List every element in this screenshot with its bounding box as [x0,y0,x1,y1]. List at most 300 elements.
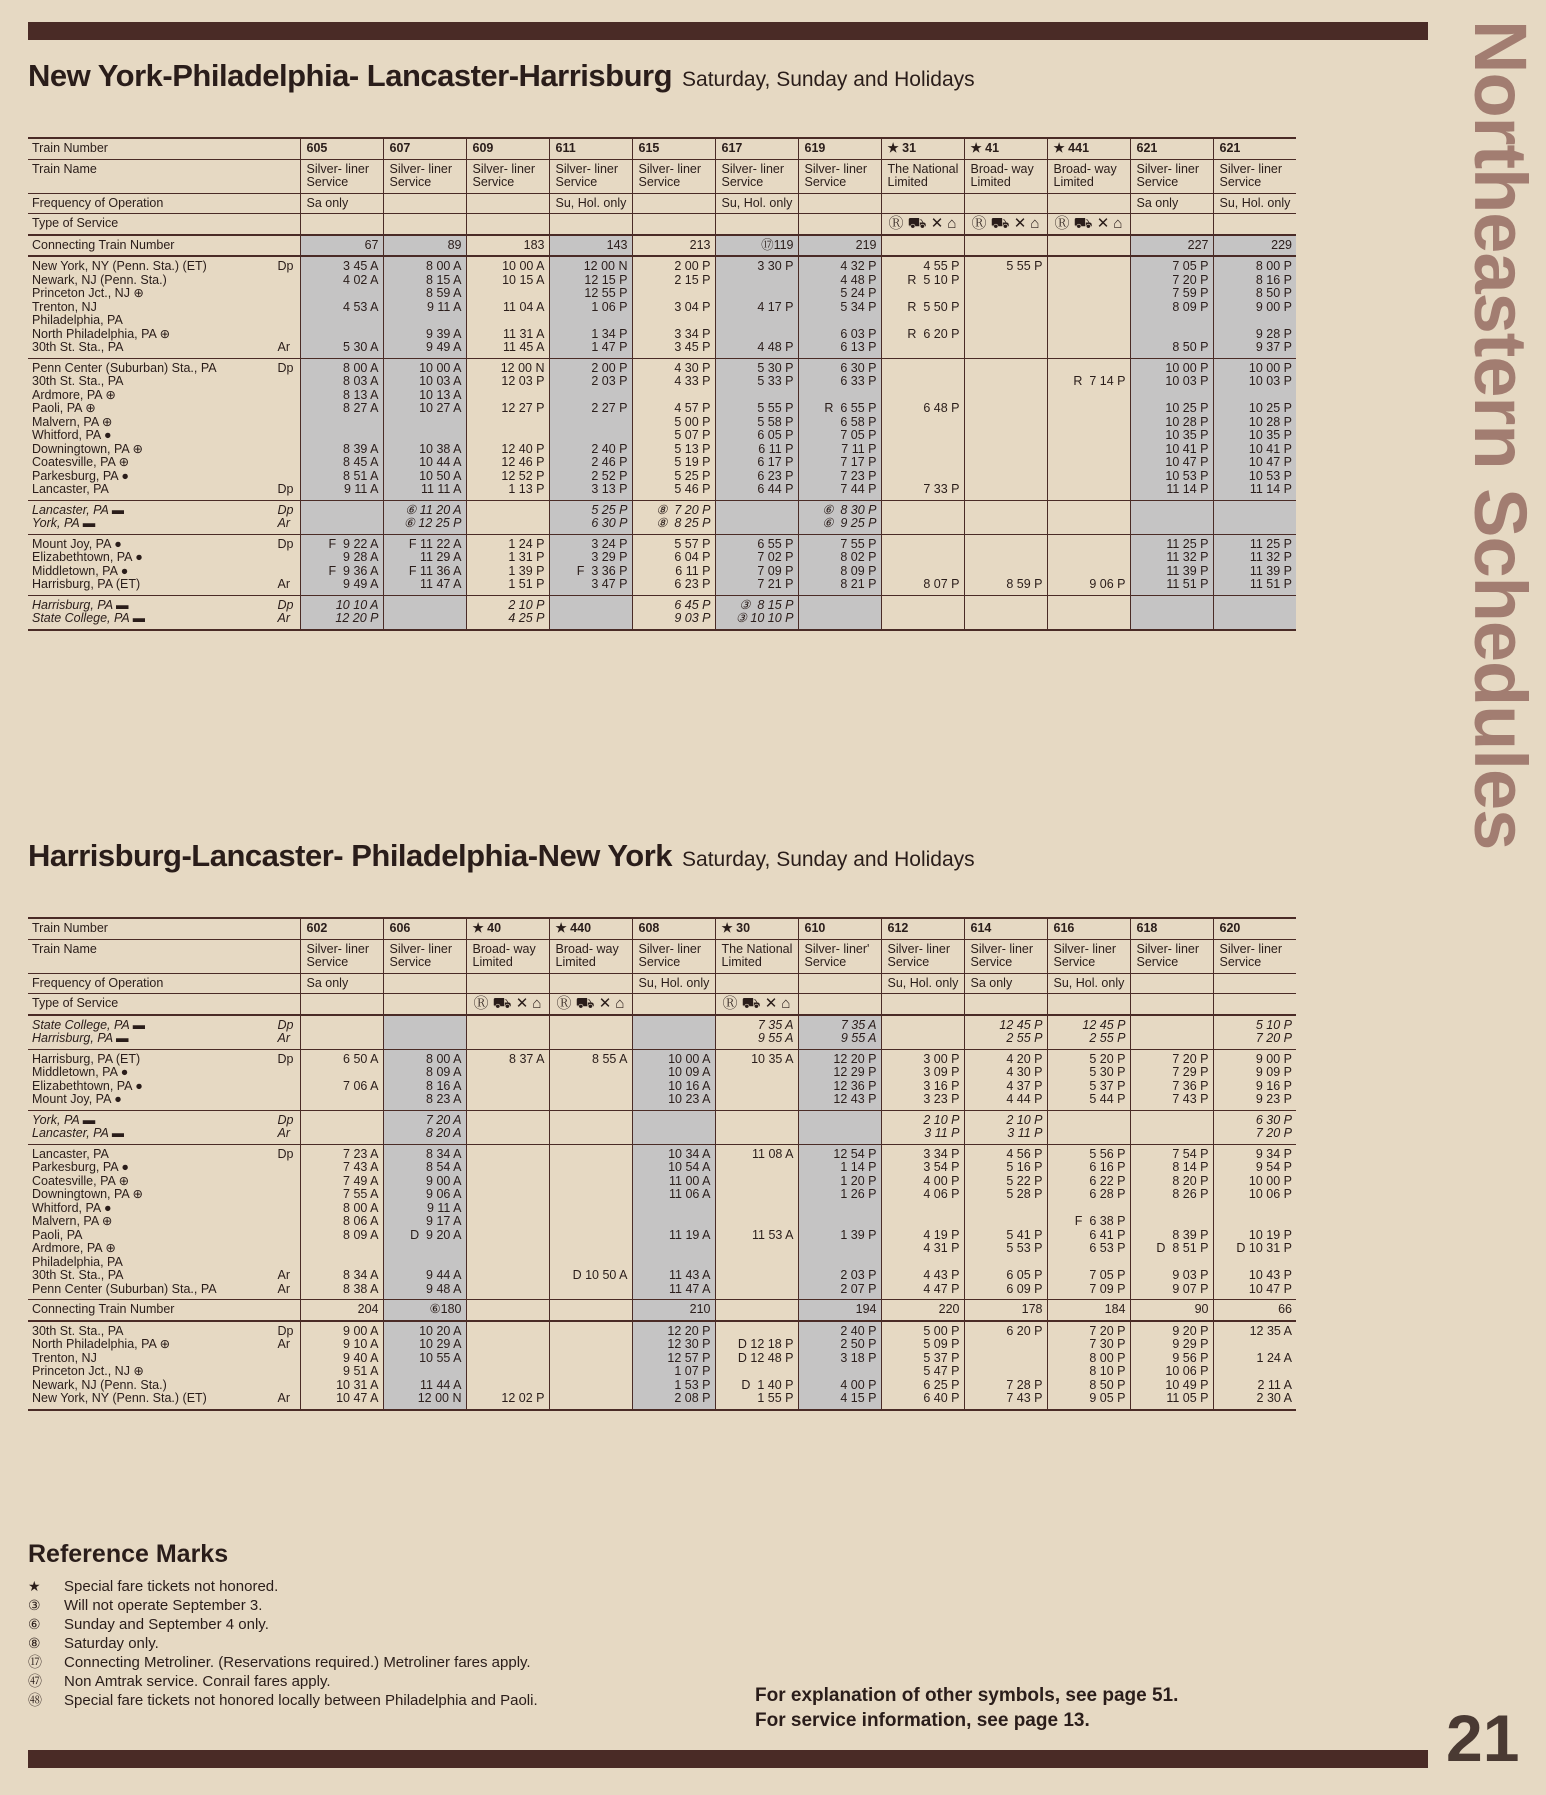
top-rule [28,22,1428,40]
row-label [28,358,300,500]
table-cell [1047,235,1130,257]
time-cell: 7 54 P 8 14 P 8 20 P 8 26 P 8 39 P D 8 51 P 9 03 P 9 07 P [1130,1144,1213,1300]
table-cell: Silver- liner Service [383,159,466,193]
table-cell: Silver- liner Service [881,939,964,973]
train-number-cell: ★ 30 [715,918,798,939]
table-cell: 178 [964,1300,1047,1321]
time-cell: 6 20 P 7 28 P 7 43 P [964,1321,1047,1410]
table-cell: Ⓡ ⛟ ✕ ⌂ [466,994,549,1015]
table-cell [798,973,881,994]
time-cell: 4 55 P R 5 10 P R 5 50 P R 6 20 P [881,256,964,358]
dp-ar-markers: Dp Ar [277,1112,294,1140]
time-cell [1047,595,1130,630]
time-cell [798,1110,881,1144]
table-cell [1213,214,1296,235]
time-cell: 12 20 P 12 30 P 12 57 P 1 07 P 1 53 P 2 08 P [632,1321,715,1410]
time-cell: R 7 14 P [1047,358,1130,500]
time-cell: 8 00 A 8 09 A 8 16 A 8 23 A [383,1049,466,1110]
time-cell: 6 50 A 7 06 A [300,1049,383,1110]
table-cell: 90 [1130,1300,1213,1321]
table-cell [715,214,798,235]
time-cell: 12 00 N 12 15 P 12 55 P 1 06 P 1 34 P 1 47 P [549,256,632,358]
table-cell: Silver- liner Service [632,939,715,973]
time-cell [466,1015,549,1050]
table-2-title-text: Harrisburg-Lancaster- Philadelphia-New York [28,838,673,873]
table-cell: Su, Hol. only [632,973,715,994]
table-cell: ⑰119 [715,235,798,257]
table-cell: The National Limited [715,939,798,973]
row-label [28,1110,300,1144]
row-label [28,1321,300,1410]
table-cell: Silver- liner Service [632,159,715,193]
table-cell [1130,973,1213,994]
reference-mark-item [28,1691,728,1710]
row-label: Frequency of Operation [32,195,164,210]
time-cell: 8 34 A 8 54 A 9 00 A 9 06 A 9 11 A 9 17 A D 9 20 A 9 44 A 9 48 A [383,1144,466,1300]
table-cell: 184 [1047,1300,1130,1321]
table-cell: Sa only [964,973,1047,994]
table-cell [549,973,632,994]
table-cell: Silver- liner Service [1213,159,1296,193]
time-cell: 9 20 P 9 29 P 9 56 P 10 06 P 10 49 P 11 05 P [1130,1321,1213,1410]
table-cell: Sa only [300,973,383,994]
footnote [755,1683,1178,1733]
row-label: Train Name [32,161,97,176]
time-cell [881,595,964,630]
table-cell: 143 [549,235,632,257]
time-cell: 3 45 A 4 02 A 4 53 A 5 30 A [300,256,383,358]
table-row [28,1110,1296,1144]
table-cell: Silver- liner Service [383,939,466,973]
time-cell: F 11 22 A 11 29 A F 11 36 A 11 47 A [383,534,466,595]
table-row [28,595,1296,630]
train-number-cell: 610 [798,918,881,939]
reference-marks [28,1540,728,1710]
train-number-cell: 618 [1130,918,1213,939]
train-number-cell: 611 [549,138,632,159]
row-label: Frequency of Operation [32,975,164,990]
time-cell [964,358,1047,500]
timetable-1 [28,137,1296,631]
table-cell: 220 [881,1300,964,1321]
time-cell: 5 30 P 5 33 P 5 55 P 5 58 P 6 05 P 6 11 P 6 17 P 6 23 P 6 44 P [715,358,798,500]
reference-mark-item [28,1653,728,1672]
table-2-subtitle: Saturday, Sunday and Holidays [682,848,975,871]
table-cell [964,235,1047,257]
dp-ar-markers: Dp Dp [277,360,294,496]
row-label [28,256,300,358]
station-names: Mount Joy, PA ● Elizabethtown, PA ● Middletown, PA ● Harrisburg, PA (ET) [32,537,143,591]
train-number-cell: ★ 40 [466,918,549,939]
table-cell [466,193,549,214]
time-cell [715,500,798,534]
table-row [28,159,1296,193]
table-row [28,1144,1296,1300]
dp-ar-markers: Dp [277,1051,294,1066]
time-cell [1130,500,1213,534]
table-cell: Ⓡ ⛟ ✕ ⌂ [549,994,632,1015]
time-cell: 6 48 P 7 33 P [881,358,964,500]
table-cell: 67 [300,235,383,257]
time-cell: 2 00 P 2 15 P 3 04 P 3 34 P 3 45 P [632,256,715,358]
table-cell [964,994,1047,1015]
table-cell: Silver- liner' Service [798,939,881,973]
time-cell: 7 23 A 7 43 A 7 49 A 7 55 A 8 00 A 8 06 A 8 09 A 8 34 A 8 38 A [300,1144,383,1300]
table-cell [632,193,715,214]
time-cell [632,1110,715,1144]
time-cell: ③ 8 15 P ③ 10 10 P [715,595,798,630]
time-cell [383,595,466,630]
time-cell [466,500,549,534]
time-cell: 4 30 P 4 33 P 4 57 P 5 00 P 5 07 P 5 13 P 5 19 P 5 25 P 5 46 P [632,358,715,500]
table-row [28,534,1296,595]
time-cell [1047,500,1130,534]
time-cell: 7 55 P 8 02 P 8 09 P 8 21 P [798,534,881,595]
table-cell: 204 [300,1300,383,1321]
time-cell [383,1015,466,1050]
table-cell: Broad- way Limited [549,939,632,973]
table-row [28,1321,1296,1410]
time-cell: 3 34 P 3 54 P 4 00 P 4 06 P 4 19 P 4 31 P 4 43 P 4 47 P [881,1144,964,1300]
table-cell [300,214,383,235]
time-cell: 3 24 P 3 29 P F 3 36 P 3 47 P [549,534,632,595]
time-cell [964,500,1047,534]
row-label: Type of Service [32,996,119,1010]
time-cell: 9 06 P [1047,534,1130,595]
table-cell: Silver- liner Service [1213,939,1296,973]
train-number-cell: 615 [632,138,715,159]
time-cell [881,500,964,534]
table-cell: Sa only [1130,193,1213,214]
row-label [28,1049,300,1110]
table-row [28,1300,1296,1321]
time-cell: 12 45 P 2 55 P [1047,1015,1130,1050]
table-cell [1213,973,1296,994]
table-cell [383,214,466,235]
time-cell: 8 55 A [549,1049,632,1110]
station-names: Harrisburg, PA (ET) Middletown, PA ● Elizabethtown, PA ● Mount Joy, PA ● [32,1052,143,1106]
table-row [28,214,1296,235]
station-names: State College, PA ▬ Harrisburg, PA ▬ [32,1018,146,1045]
table-cell [632,994,715,1015]
time-cell [549,1015,632,1050]
table-cell: Silver- liner Service [300,159,383,193]
time-cell: 10 00 A 10 03 A 10 13 A 10 27 A 10 38 A 10 44 A 10 50 A 11 11 A [383,358,466,500]
time-cell: 12 20 P 12 29 P 12 36 P 12 43 P [798,1049,881,1110]
time-cell: D 10 50 A [549,1144,632,1300]
time-cell: 10 00 A 10 15 A 11 04 A 11 31 A 11 45 A [466,256,549,358]
row-label: Connecting Train Number [32,237,175,252]
train-number-cell: 605 [300,138,383,159]
bottom-rule [28,1750,1428,1768]
table-cell: Silver- liner Service [549,159,632,193]
table-cell [881,235,964,257]
footnote-line-1: For explanation of other symbols, see page 51. [755,1685,1179,1706]
reference-mark-symbol: ⑧ [28,1635,41,1651]
time-cell [466,1110,549,1144]
time-cell: 7 35 A 9 55 A [715,1015,798,1050]
table-row [28,256,1296,358]
time-cell [1130,1015,1213,1050]
table-2-title [28,838,975,874]
dp-ar-markers: Dp Ar [277,597,294,625]
table-cell: Ⓡ ⛟ ✕ ⌂ [715,994,798,1015]
table-cell: Silver- liner Service [1130,939,1213,973]
table-cell: Silver- liner Service [466,159,549,193]
time-cell [1130,1110,1213,1144]
table-cell: Ⓡ ⛟ ✕ ⌂ [1047,214,1130,235]
reference-marks-title: Reference Marks [28,1540,229,1568]
time-cell: 4 56 P 5 16 P 5 22 P 5 28 P 5 41 P 5 53 P 6 05 P 6 09 P [964,1144,1047,1300]
time-cell: 7 35 A 9 55 A [798,1015,881,1050]
table-cell [466,214,549,235]
time-cell: 8 00 A 8 03 A 8 13 A 8 27 A 8 39 A 8 45 A 8 51 A 9 11 A [300,358,383,500]
train-number-cell: 602 [300,918,383,939]
time-cell: 5 10 P 7 20 P [1213,1015,1296,1050]
reference-marks-list [28,1577,728,1710]
time-cell: 4 32 P 4 48 P 5 24 P 5 34 P 6 03 P 6 13 P [798,256,881,358]
table-cell [964,193,1047,214]
table-cell: Silver- liner Service [1047,939,1130,973]
train-number-cell: 614 [964,918,1047,939]
time-cell: 12 54 P 1 14 P 1 20 P 1 26 P 1 39 P 2 03 P 2 07 P [798,1144,881,1300]
time-cell: 7 20 P 7 30 P 8 00 P 8 10 P 8 50 P 9 05 P [1047,1321,1130,1410]
time-cell [798,595,881,630]
row-label [28,534,300,595]
time-cell: 10 35 A [715,1049,798,1110]
time-cell: 10 10 A 12 20 P [300,595,383,630]
time-cell: 12 00 N 12 03 P 12 27 P 12 40 P 12 46 P 12 52 P 1 13 P [466,358,549,500]
train-number-cell: 616 [1047,918,1130,939]
train-number-cell: 612 [881,918,964,939]
table-cell [881,193,964,214]
train-number-cell: 621 [1130,138,1213,159]
reference-mark-text: Special fare tickets not honored. [64,1578,279,1595]
time-cell: 11 25 P 11 32 P 11 39 P 11 51 P [1213,534,1296,595]
reference-mark-item [28,1596,728,1615]
table-row [28,358,1296,500]
table-1-title [28,58,975,94]
table-cell: 210 [632,1300,715,1321]
table-cell: Su, Hol. only [715,193,798,214]
time-cell [1047,1110,1130,1144]
time-cell [1213,595,1296,630]
station-names: Harrisburg, PA ▬ State College, PA ▬ [32,598,146,625]
table-cell [632,214,715,235]
table-cell [383,973,466,994]
station-names: York, PA ▬ Lancaster, PA ▬ [32,1113,125,1140]
time-cell: 2 40 P 2 50 P 3 18 P 4 00 P 4 15 P [798,1321,881,1410]
time-cell: 11 08 A 11 53 A [715,1144,798,1300]
time-cell: 6 45 P 9 03 P [632,595,715,630]
time-cell [300,1110,383,1144]
time-cell: 9 34 P 9 54 P 10 00 P 10 06 P 10 19 P D 10 31 P 10 43 P 10 47 P [1213,1144,1296,1300]
time-cell: 8 00 A 8 15 A 8 59 A 9 11 A 9 39 A 9 49 A [383,256,466,358]
reference-mark-text: Saturday only. [64,1635,159,1652]
row-label [28,595,300,630]
table-cell: 213 [632,235,715,257]
table-cell [715,973,798,994]
reference-mark-item [28,1672,728,1691]
table-cell [798,214,881,235]
table-1-subtitle: Saturday, Sunday and Holidays [682,68,975,91]
time-cell: 5 57 P 6 04 P 6 11 P 6 23 P [632,534,715,595]
table-cell: 227 [1130,235,1213,257]
time-cell [1130,595,1213,630]
time-cell: 8 37 A [466,1049,549,1110]
table-cell: 229 [1213,235,1296,257]
time-cell [964,595,1047,630]
train-number-cell: 606 [383,918,466,939]
time-cell [881,1015,964,1050]
row-label [28,500,300,534]
table-cell: Silver- liner Service [300,939,383,973]
time-cell: 10 00 A 10 09 A 10 16 A 10 23 A [632,1049,715,1110]
reference-mark-symbol: ㊽ [28,1692,42,1708]
time-cell [300,500,383,534]
table-cell: Silver- liner Service [964,939,1047,973]
table-cell: Broad- way Limited [466,939,549,973]
time-cell [549,1321,632,1410]
reference-mark-item [28,1577,728,1596]
table-row [28,994,1296,1015]
time-cell: 2 10 P 4 25 P [466,595,549,630]
table-cell: Broad- way Limited [964,159,1047,193]
row-label [28,1015,300,1050]
time-cell: 6 30 P 7 20 P [1213,1110,1296,1144]
table-row [28,939,1296,973]
time-cell: 5 00 P 5 09 P 5 37 P 5 47 P 6 25 P 6 40 P [881,1321,964,1410]
train-number-cell: 617 [715,138,798,159]
time-cell: ⑧ 7 20 P ⑧ 8 25 P [632,500,715,534]
timetable-2 [28,917,1296,1411]
dp-ar-markers: Dp Ar [277,536,294,591]
footnote-line-2: For service information, see page 13. [755,1710,1090,1731]
time-cell: 12 35 A 1 24 A 2 11 A 2 30 A [1213,1321,1296,1410]
table-cell: ⑥180 [383,1300,466,1321]
row-label: Train Number [32,141,108,155]
table-cell: Broad- way Limited [1047,159,1130,193]
table-cell: Su, Hol. only [549,193,632,214]
time-cell [549,1110,632,1144]
table-cell: Silver- liner Service [798,159,881,193]
reference-mark-symbol: ★ [28,1578,41,1594]
table-cell: 219 [798,235,881,257]
time-cell: 2 10 P 3 11 P [964,1110,1047,1144]
table-cell: Silver- liner Service [715,159,798,193]
dp-ar-markers: Dp Ar Ar [277,1323,294,1405]
time-cell: 8 00 P 8 16 P 8 50 P 9 00 P 9 28 P 9 37 P [1213,256,1296,358]
time-cell [1213,500,1296,534]
reference-mark-text: Special fare tickets not honored locally between Philadelphia and Paoli. [64,1692,538,1709]
time-cell: 2 10 P 3 11 P [881,1110,964,1144]
train-number-cell: ★ 441 [1047,138,1130,159]
dp-ar-markers: Dp Ar [277,259,294,354]
table-cell [549,214,632,235]
train-number-cell: 608 [632,918,715,939]
table-row [28,918,1296,939]
time-cell: 6 55 P 7 02 P 7 09 P 7 21 P [715,534,798,595]
table-row [28,500,1296,534]
time-cell: 10 34 A 10 54 A 11 00 A 11 06 A 11 19 A 11 43 A 11 47 A [632,1144,715,1300]
reference-mark-text: Connecting Metroliner. (Reservations required.) Metroliner fares apply. [64,1654,531,1671]
time-cell: 11 25 P 11 32 P 11 39 P 11 51 P [1130,534,1213,595]
table-row [28,235,1296,257]
dp-ar-markers: Dp Ar Ar [277,1146,294,1296]
time-cell: 10 00 P 10 03 P 10 25 P 10 28 P 10 35 P 10 41 P 10 47 P 10 53 P 11 14 P [1213,358,1296,500]
dp-ar-markers: Dp Ar [277,1017,294,1045]
train-number-cell: 621 [1213,138,1296,159]
time-cell [549,595,632,630]
table-cell: The National Limited [881,159,964,193]
page-number: 21 [1446,1701,1520,1775]
table-row [28,973,1296,994]
table-cell: Silver- liner Service [1130,159,1213,193]
row-label [28,1144,300,1300]
reference-mark-item [28,1634,728,1653]
time-cell: 9 00 P 9 09 P 9 16 P 9 23 P [1213,1049,1296,1110]
table-cell: Su, Hol. only [1047,973,1130,994]
table-cell [881,994,964,1015]
time-cell: 7 20 P 7 29 P 7 36 P 7 43 P [1130,1049,1213,1110]
time-cell: 1 24 P 1 31 P 1 39 P 1 51 P [466,534,549,595]
table-cell [1047,994,1130,1015]
table-cell: 89 [383,235,466,257]
table-cell: Su, Hol. only [881,973,964,994]
train-number-cell: ★ 31 [881,138,964,159]
time-cell: 5 56 P 6 16 P 6 22 P 6 28 P F 6 38 P 6 41 P 6 53 P 7 05 P 7 09 P [1047,1144,1130,1300]
station-names: 30th St. Sta., PA North Philadelphia, PA ⊕ Trenton, NJ Princeton Jct., NJ ⊕ Newark, NJ (Penn. Sta.) New York, NY (Penn. Sta.) (ET) [32,1324,207,1405]
row-label: Train Number [32,921,108,935]
table-cell [466,973,549,994]
reference-mark-symbol: ⑥ [28,1616,41,1632]
reference-mark-text: Sunday and September 4 only. [64,1616,269,1633]
dp-ar-markers: Dp Ar [277,502,294,530]
row-label: Type of Service [32,216,119,230]
time-cell: 12 02 P [466,1321,549,1410]
table-cell [1047,193,1130,214]
table-cell [1130,214,1213,235]
table-cell: Ⓡ ⛟ ✕ ⌂ [881,214,964,235]
reference-mark-symbol: ③ [28,1597,41,1613]
time-cell: 7 20 A 8 20 A [383,1110,466,1144]
train-number-cell: ★ 41 [964,138,1047,159]
time-cell: 9 00 A 9 10 A 9 40 A 9 51 A 10 31 A 10 47 A [300,1321,383,1410]
train-number-cell: 619 [798,138,881,159]
table-cell [300,994,383,1015]
row-label: Train Name [32,941,97,956]
table-row [28,1015,1296,1050]
table-row [28,1049,1296,1110]
reference-mark-item [28,1615,728,1634]
time-cell: 5 20 P 5 30 P 5 37 P 5 44 P [1047,1049,1130,1110]
time-cell [300,1015,383,1050]
time-cell: 2 00 P 2 03 P 2 27 P 2 40 P 2 46 P 2 52 P 3 13 P [549,358,632,500]
table-cell [798,994,881,1015]
side-title: Northeastern Schedules [1459,20,1542,850]
station-names: Penn Center (Suburban) Sta., PA 30th St. Sta., PA Ardmore, PA ⊕ Paoli, PA ⊕ Malvern, PA ⊕ Whitford, PA ● Downingtown, PA ⊕ Coatesville, PA ⊕ Parkesburg, PA ● Lancaster, PA [32,361,217,496]
table-cell [798,193,881,214]
time-cell: 7 05 P 7 20 P 7 59 P 8 09 P 8 50 P [1130,256,1213,358]
table-cell: Ⓡ ⛟ ✕ ⌂ [964,214,1047,235]
time-cell: ⑥ 11 20 A ⑥ 12 25 P [383,500,466,534]
station-names: Lancaster, PA ▬ York, PA ▬ [32,503,125,530]
table-row [28,193,1296,214]
time-cell: 8 59 P [964,534,1047,595]
time-cell: 8 07 P [881,534,964,595]
reference-mark-symbol: ⑰ [28,1654,42,1670]
table-cell: Sa only [300,193,383,214]
